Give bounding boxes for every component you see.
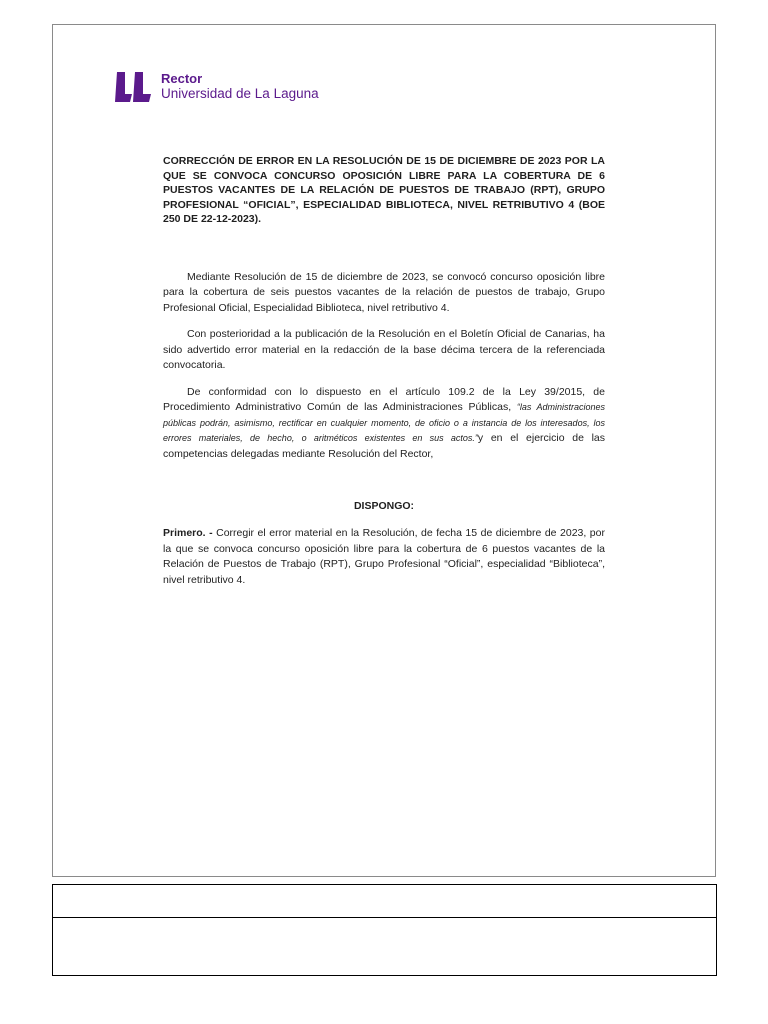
university-logo [115,72,319,102]
logo-title: Rector [161,71,203,86]
paragraph-3-end: y en el ejercicio de las competencias delegadas mediante Resolución del Rector, [163,432,605,460]
paragraph-3-start: De conformidad con lo dispuesto en el artículo 109.2 de la Ley 39/2015, de Procedimiento Administrativo Común de las Administraciones Públicas, [163,385,605,413]
primero-paragraph [163,526,605,588]
ull-logo-icon [115,72,153,102]
document-body [163,154,605,599]
primero-label: Primero. - [163,527,213,539]
signature-row-2 [53,918,716,976]
document-title: CORRECCIÓN DE ERROR EN LA RESOLUCIÓN DE 15 DE DICIEMBRE DE 2023 POR LA QUE SE CONVOCA CONCURSO OPOSICIÓN LIBRE PARA LA COBERTURA DE 6 PUESTOS VACANTES DE LA RELACIÓN DE PUESTOS DE TRABAJO (RPT), GRUPO PROFESIONAL “OFICIAL”, ESPECIALIDAD BIBLIOTECA, NIVEL RETRIBUTIVO 4 (BOE 250 DE 22-12-2023). [163,155,605,225]
signature-row-1 [53,885,716,918]
legal-quote: “las Administraciones públicas podrán, asimismo, rectificar en cualquier momento, de oficio o a instancia de los interesados, los errores materiales, de hecho, o aritméticos existentes en sus actos.” [163,402,605,443]
signature-box [52,884,717,976]
dispongo-heading: DISPONGO: [353,500,415,512]
paragraph-3 [163,385,605,463]
primero-text: Corregir el error material en la Resolución, de fecha 15 de diciembre de 2023, por la que se convoca concurso oposición libre para la cobertura de 6 puestos vacantes de la Relación de Puestos de Trabajo (RPT), Grupo Profesional “Oficial”, especialidad “Biblioteca”, nivel retributivo 4. [163,527,605,586]
paragraph-1: Mediante Resolución de 15 de diciembre de 2023, se convocó concurso oposición libre para la cobertura de seis puestos vacantes de la relación de puestos de trabajo, Grupo Profesional Oficial, Especialidad Biblioteca, nivel retributivo 4. [163,270,605,314]
paragraph-2: Con posterioridad a la publicación de la Resolución en el Boletín Oficial de Canarias, ha sido advertido error material en la redacción de la base décima tercera de la referenciada convocatoria. [163,328,605,371]
logo-subtitle: Universidad de La Laguna [161,86,319,102]
